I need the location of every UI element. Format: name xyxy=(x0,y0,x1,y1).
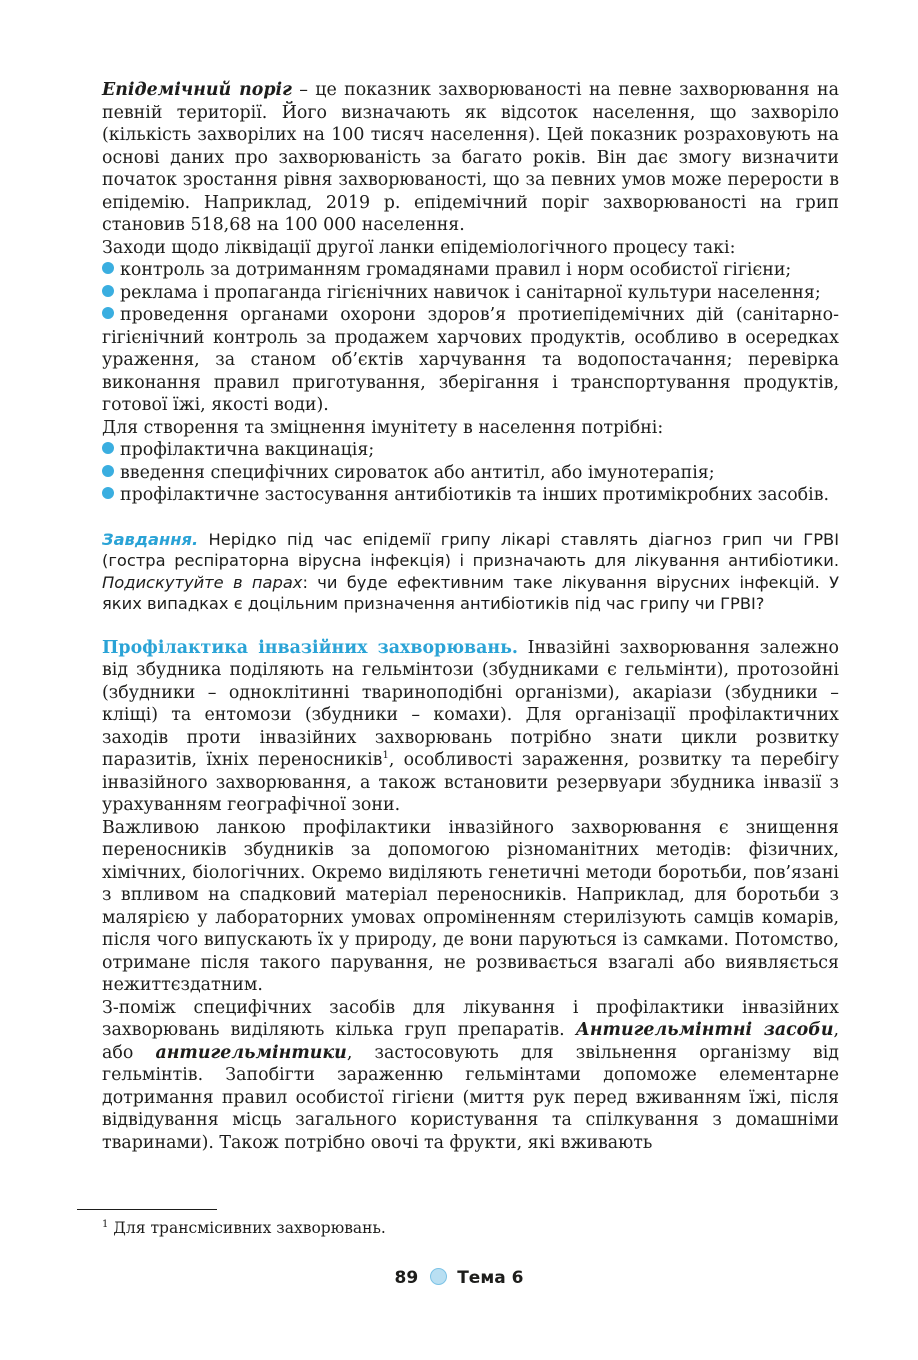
list-item: проведення органами охорони здоров’я протиепідемічних дій (санітарно-гігієнічний контроль за продажем харчових продуктів, особливо в осередках ураження, за станом об’єктів харчування та водопостачання; перевірка виконання правил приготування, зберігання і транспортування продуктів, готової їжі, якості води). xyxy=(102,305,839,415)
section-invasive: Профілактика інвазійних захворювань. Інвазійні захворювання залежно від збудника поділяють на гельмінтози (збудниками є гельмінти), протозойні (збудники – одноклітинні твариноподібні організми), акаріази (збудники – кліщі) та ентомози (збудники – комахи). Для організації профілактичних заходів проти інвазійних захворювань потрібно знати цикли розвитку паразитів, їхніх переносників$^1$, особливості зараження, розвитку та перебігу інвазійного захворювання, а також встановити резервуари збудника інвазії з урахуванням географічної зони. xyxy=(102,637,839,815)
bullet-icon xyxy=(102,262,114,274)
bullet-icon xyxy=(102,442,114,454)
section-title: Профілактика інвазійних захворювань. xyxy=(102,637,518,658)
bullet-icon xyxy=(102,307,114,319)
paragraph-epidemic-threshold xyxy=(102,79,839,237)
paragraph-immunity-intro: Для створення та зміцнення імунітету в населення потрібні: xyxy=(102,417,664,438)
circle-icon xyxy=(430,1268,447,1285)
task-title: Завдання. xyxy=(102,529,199,549)
bullet-icon xyxy=(102,465,114,477)
bullet-icon xyxy=(102,285,114,297)
bullet-icon xyxy=(102,487,114,499)
term-antihelminthic-agents: Антигельмінтні засоби xyxy=(575,1020,834,1040)
page-footer xyxy=(0,1268,918,1288)
term-epidemic-threshold: Епідемічний поріг xyxy=(102,80,292,100)
page-body xyxy=(102,79,839,1154)
paragraph-antihelminthic: З-поміж специфічних засобів для лікування і профілактики інвазійних захворювань виділяють кілька груп препаратів. Антигельмінтні засоби, або антигельмінтики, застосовують для звільнення організму від гельмінтів. Запобігти зараженню гельмінтами допоможе елементарне дотримання правил особистої гігієни (миття рук перед вживанням їжі, після відвідування місць загального користування та спілкування з домашніми тваринами). Також потрібно овочі та фрукти, які вживають xyxy=(102,997,840,1153)
footnote-divider xyxy=(77,1209,217,1210)
paragraph-vector-control: Важливою ланкою профілактики інвазійного захворювання є знищення переносників збудників за допомогою різноманітних методів: фізичних, хімічних, біологічних. Окремо виділяють генетичні методи боротьби, пов’язані з впливом на спадковий матеріал переносників. Наприклад, для боротьби з малярією у лабораторних умовах опроміненням стерилізують самців комарів, після чого випускають їх у природу, де вони паруються із самками. Потомство, отримане після такого парування, не розвивається взагалі або виявляється нежиттєздатним. xyxy=(102,817,839,995)
list-item: контроль за дотриманням громадянами правил і норм особистої гігієни; xyxy=(102,259,839,282)
term-antihelminthics: антигельмінтики xyxy=(155,1042,347,1063)
list-item: профілактичне застосування антибіотиків та інших протимікробних засобів. xyxy=(102,484,839,507)
list-item: введення специфічних сироваток або антитіл, або імунотерапія; xyxy=(102,462,839,485)
footnote-number: 1 xyxy=(102,1218,109,1230)
task-box: Завдання. Нерідко під час епідемії грипу лікарі ставлять діагноз грип чи ГРВІ (гостра респіраторна вірусна інфекція) і призначають для лікування антибіотики. Подискутуйте в парах: чи буде ефективним таке лікування вірусних інфекцій. У яких випадках є доцільним призначення антибіотиків під час грипу чи ГРВІ? xyxy=(102,529,839,613)
paragraph-measures-intro: Заходи щодо ліквідації другої ланки епідеміологічного процесу такі: xyxy=(102,237,736,258)
footnote xyxy=(102,1219,386,1237)
page-number: 89 xyxy=(394,1268,419,1288)
topic-label: Тема 6 xyxy=(457,1268,524,1288)
task-discuss: Подискутуйте в парах xyxy=(102,572,303,592)
list-item: реклама і пропаганда гігієнічних навичок і санітарної культури населення; xyxy=(102,282,839,305)
footnote-text: Для трансмісивних захворювань. xyxy=(108,1219,386,1237)
list-item: профілактична вакцинація; xyxy=(102,439,839,462)
paragraph-text: – це показник захворюваності на певне захворювання на певній території. Його визначають як відсоток населення, що захворіло (кількість захворілих на 100 тисяч населення). Цей показник розраховують на основі даних про захворюваність за багато років. Він дає змогу визначити початок зростання рівня захворюваності, що за певних умов може перерости в епідемію. Наприклад, 2019 р. епідемічний поріг захворюваності на грип становив 518,68 на 100 000 населення. xyxy=(102,80,840,235)
footnote-mark[interactable]: 1 xyxy=(382,750,389,762)
